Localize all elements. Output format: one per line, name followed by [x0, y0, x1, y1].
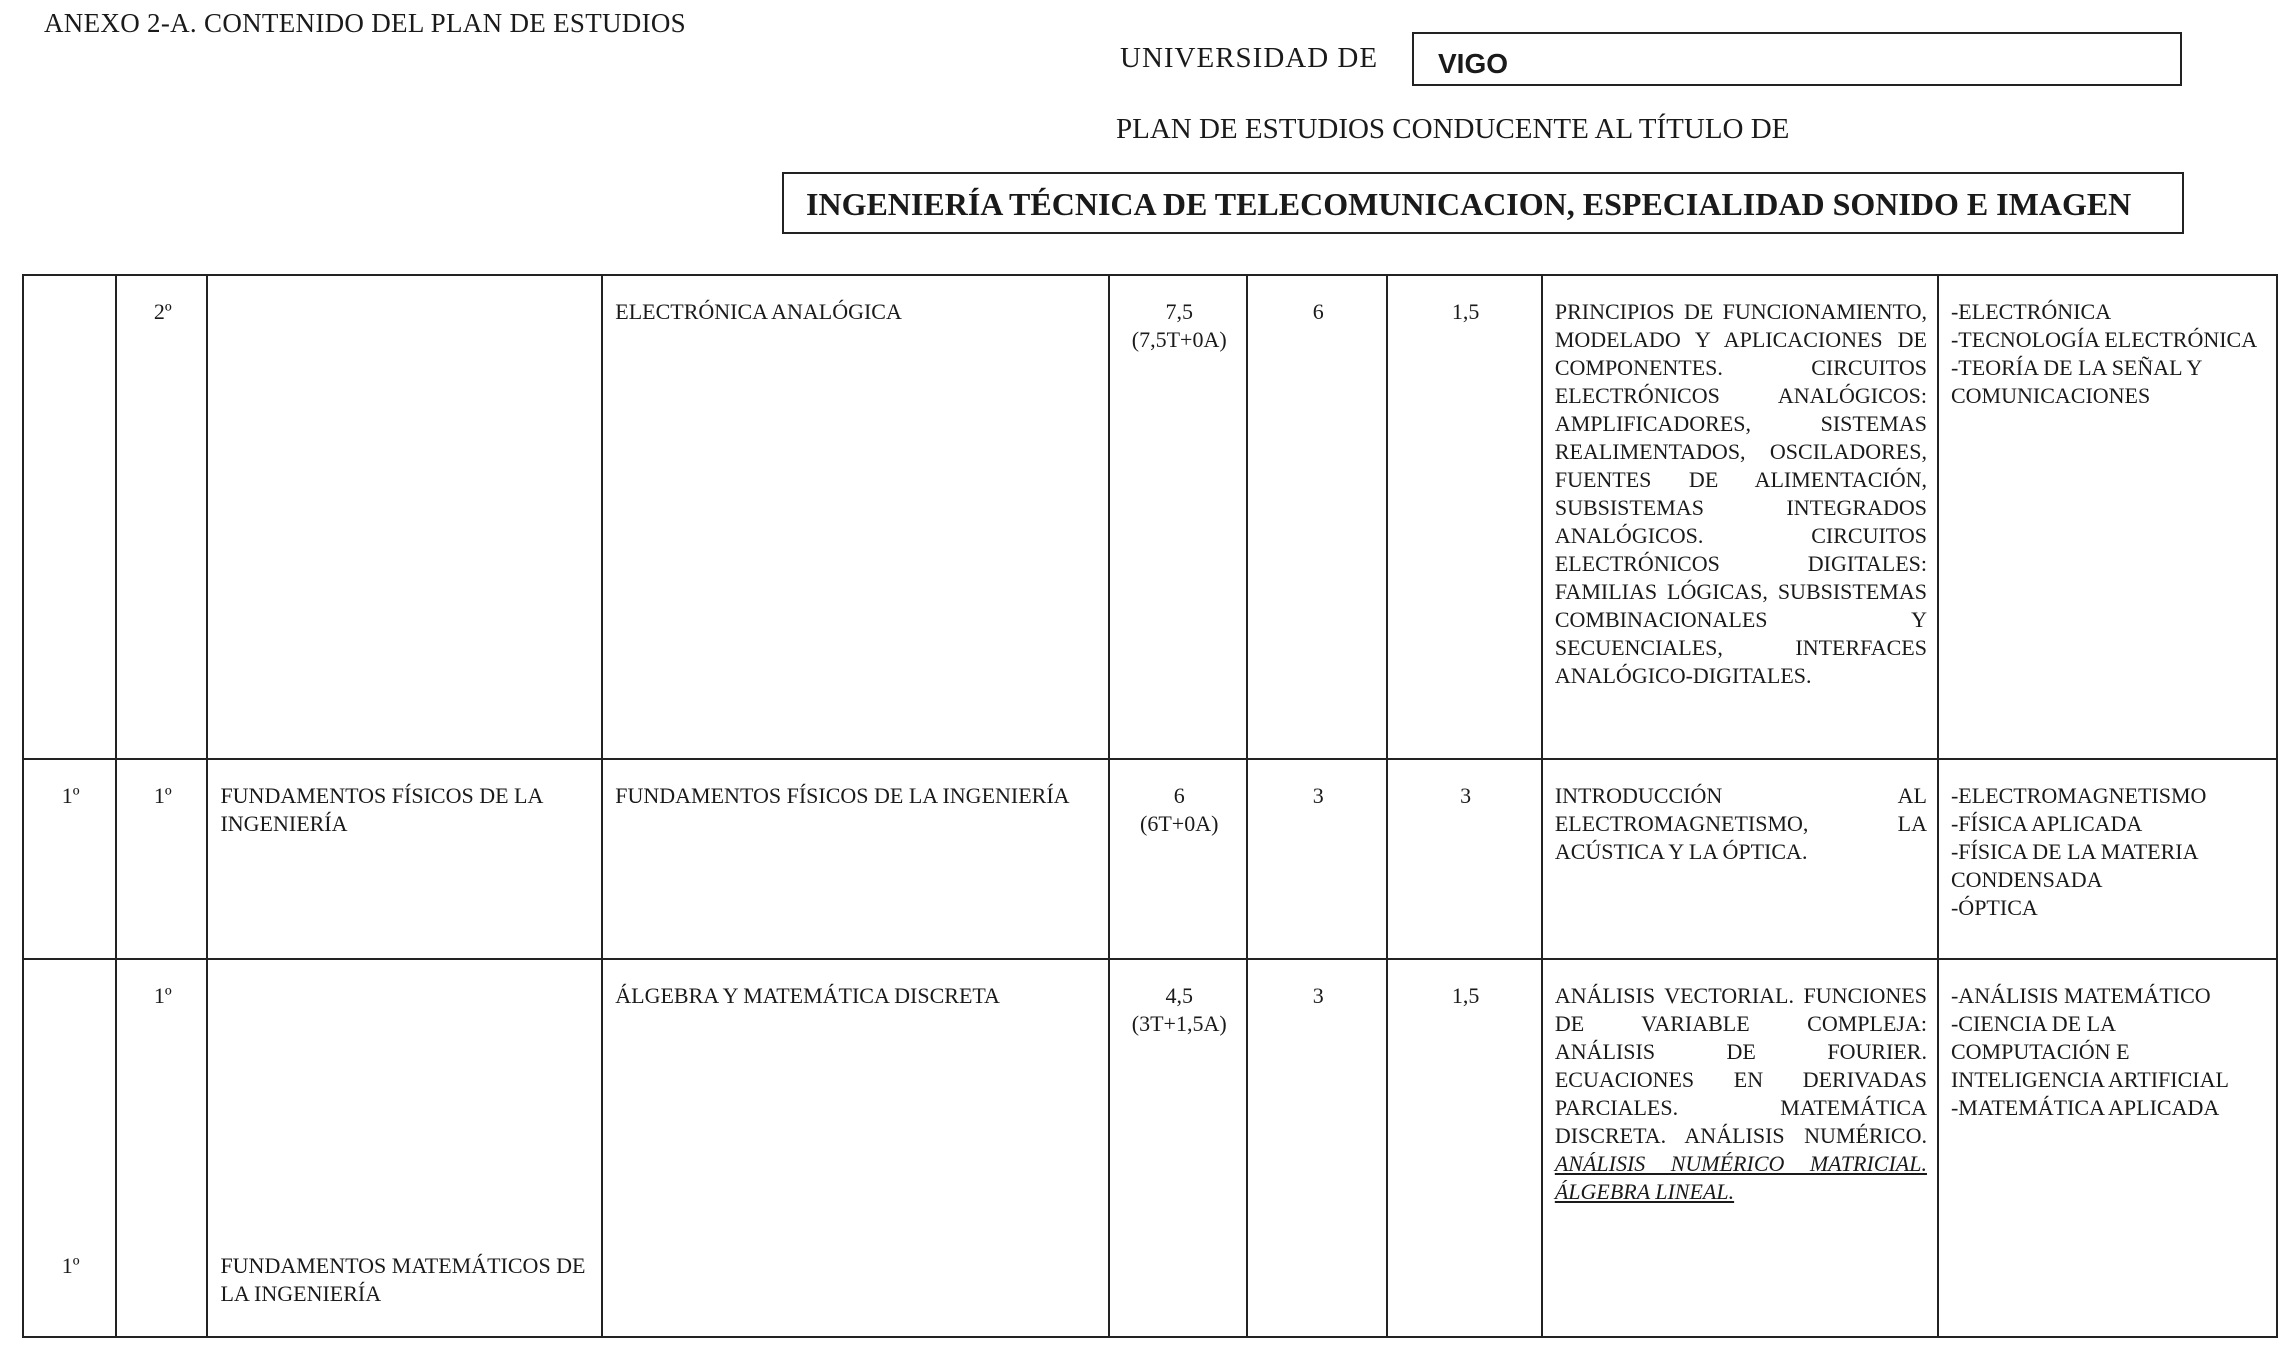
- descriptores-cell: [1542, 275, 1938, 759]
- area-item: -TECNOLOGÍA ELECTRÓNICA: [1950, 327, 2258, 352]
- plan-label: PLAN DE ESTUDIOS CONDUCENTE AL TÍTULO DE: [1116, 113, 1790, 145]
- creditos-practicos-cell: 3: [1387, 759, 1541, 959]
- area-item: -MATEMÁTICA APLICADA: [1950, 1095, 2220, 1120]
- materia-cell: [207, 275, 602, 759]
- areas-cell: [1938, 959, 2277, 1337]
- creditos-total-cell: [1109, 275, 1247, 759]
- area-item: -FÍSICA APLICADA: [1950, 811, 2143, 836]
- materia-cell: FUNDAMENTOS FÍSICOS DE LA INGENIERÍA: [207, 759, 602, 959]
- curso-cell: 1º: [116, 759, 207, 959]
- asignatura-cell: ÁLGEBRA Y MATEMÁTICA DISCRETA: [602, 959, 1109, 1337]
- creditos-teoricos-cell: 3: [1247, 959, 1387, 1337]
- creditos-detalle: (7,5T+0A): [1131, 327, 1227, 352]
- area-item: -ÓPTICA: [1950, 895, 2038, 920]
- materia-cell: [207, 959, 602, 1337]
- descriptores-text: PRINCIPIOS DE FUNCIONAMIENTO, MODELADO Y APLICACIONES DE COMPONENTES. CIRCUITOS ELECTRÓNICOS ANALÓGICOS: AMPLIFICADORES, SISTEMAS REALIMENTADOS, OSCILADORES, FUENTES DE ALIMENTACIÓN, SUBSISTEMAS INTEGRADOS ANALÓGICOS. CIRCUITOS ELECTRÓNICOS DIGITALES: FAMILIAS LÓGICAS, SUBSISTEMAS COMBINACIONALES Y SECUENCIALES, INTERFACES ANALÓGICO-DIGITALES.: [1554, 299, 1927, 688]
- table-row: [23, 959, 2277, 1337]
- areas-cell: [1938, 759, 2277, 959]
- creditos-detalle: (3T+1,5A): [1131, 1011, 1227, 1036]
- asignatura-cell: ELECTRÓNICA ANALÓGICA: [602, 275, 1109, 759]
- descriptores-cell: [1542, 759, 1938, 959]
- creditos-total-cell: [1109, 959, 1247, 1337]
- asignatura-cell: FUNDAMENTOS FÍSICOS DE LA INGENIERÍA: [602, 759, 1109, 959]
- materia-value: FUNDAMENTOS MATEMÁTICOS DE LA INGENIERÍA: [220, 1253, 586, 1306]
- area-item: -ELECTROMAGNETISMO: [1950, 783, 2207, 808]
- area-item: -CIENCIA DE LA COMPUTACIÓN E INTELIGENCIA ARTIFICIAL: [1950, 1011, 2229, 1092]
- descriptores-text: INTRODUCCIÓN AL ELECTROMAGNETISMO, LA ACÚSTICA Y LA ÓPTICA.: [1554, 783, 1927, 864]
- ciclo-cell: [23, 959, 116, 1337]
- creditos-total: 6: [1173, 783, 1185, 808]
- areas-cell: [1938, 275, 2277, 759]
- area-item: -FÍSICA DE LA MATERIA CONDENSADA: [1950, 839, 2198, 892]
- ciclo-cell: 1º: [23, 759, 116, 959]
- creditos-total-cell: [1109, 759, 1247, 959]
- ciclo-cell: [23, 275, 116, 759]
- table-row: [23, 275, 2277, 759]
- area-item: -TEORÍA DE LA SEÑAL Y COMUNICACIONES: [1950, 355, 2202, 408]
- creditos-detalle: (6T+0A): [1140, 811, 1219, 836]
- creditos-total: 7,5: [1165, 299, 1193, 324]
- creditos-practicos-cell: 1,5: [1387, 959, 1541, 1337]
- degree-title-box: INGENIERÍA TÉCNICA DE TELECOMUNICACION, ESPECIALIDAD SONIDO E IMAGEN: [782, 172, 2184, 234]
- creditos-teoricos-cell: 3: [1247, 759, 1387, 959]
- annex-heading: ANEXO 2-A. CONTENIDO DEL PLAN DE ESTUDIOS: [44, 8, 686, 38]
- table-row: [23, 759, 2277, 959]
- area-item: -ELECTRÓNICA: [1950, 299, 2112, 324]
- area-item: -ANÁLISIS MATEMÁTICO: [1950, 983, 2211, 1008]
- creditos-teoricos-cell: 6: [1247, 275, 1387, 759]
- ciclo-value: 1º: [61, 1253, 80, 1278]
- descriptores-added-text: ANÁLISIS NUMÉRICO MATRICIAL. ÁLGEBRA LINEAL.: [1554, 1151, 1927, 1204]
- creditos-practicos-cell: 1,5: [1387, 275, 1541, 759]
- creditos-total: 4,5: [1165, 983, 1193, 1008]
- university-label: UNIVERSIDAD DE: [1120, 42, 1379, 74]
- university-name-box: VIGO: [1412, 32, 2182, 86]
- descriptores-text: ANÁLISIS VECTORIAL. FUNCIONES DE VARIABLE COMPLEJA: ANÁLISIS DE FOURIER. ECUACIONES EN DERIVADAS PARCIALES. MATEMÁTICA DISCRETA. ANÁLISIS NUMÉRICO.: [1554, 983, 1927, 1148]
- curso-cell: 1º: [116, 959, 207, 1337]
- curso-cell: 2º: [116, 275, 207, 759]
- study-plan-table: [22, 274, 2278, 1338]
- descriptores-cell: [1542, 959, 1938, 1337]
